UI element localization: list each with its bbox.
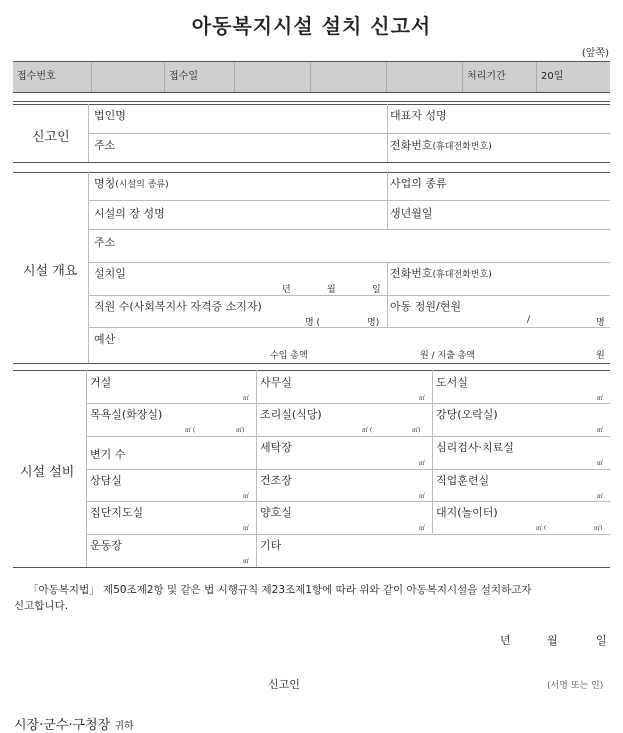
phone-label: 전화번호 bbox=[390, 267, 433, 280]
section-divider bbox=[13, 172, 610, 173]
sqm-unit: ㎡ bbox=[243, 493, 250, 500]
sqm-unit: ㎡ bbox=[597, 460, 604, 467]
budget-field[interactable]: 예산 bbox=[94, 333, 116, 346]
grid-line bbox=[88, 133, 610, 134]
sqm-unit: ㎡ bbox=[419, 525, 426, 532]
group-guidance-room-field[interactable]: 집단지도실 bbox=[90, 506, 144, 519]
facility-type-label: (시설의 종류) bbox=[115, 180, 169, 190]
sqm-unit: ㎡) bbox=[236, 427, 245, 434]
section-divider bbox=[13, 363, 610, 364]
staff-count-field[interactable]: 직원 수(사회복지사 자격증 소지자) bbox=[94, 300, 262, 313]
person-unit: 명 bbox=[596, 318, 605, 328]
processing-period-value: 20일 bbox=[536, 62, 610, 92]
section-divider bbox=[13, 162, 610, 163]
grid-line bbox=[86, 436, 610, 437]
facility-address-field[interactable]: 주소 bbox=[94, 236, 116, 249]
statement-text-continued: 신고합니다. bbox=[14, 600, 69, 612]
day-unit: 일 bbox=[372, 285, 381, 295]
staff-unit: 명 ( bbox=[305, 318, 321, 328]
expense-total-label: 원 / 지출 총액 bbox=[420, 351, 476, 361]
auditorium-field[interactable]: 강당(오락실) bbox=[436, 408, 498, 421]
sign-year-unit: 년 bbox=[500, 634, 511, 647]
grid-line bbox=[88, 200, 610, 201]
receipt-date-label: 접수일 bbox=[164, 62, 234, 92]
grid-line bbox=[86, 469, 610, 470]
grid-line bbox=[432, 370, 433, 533]
representative-field[interactable]: 대표자 성명 bbox=[390, 109, 447, 122]
sqm-unit: ㎡ bbox=[243, 525, 250, 532]
receipt-no-field[interactable] bbox=[91, 62, 164, 92]
won-unit: 원 bbox=[596, 351, 605, 361]
applicant-address-field[interactable]: 주소 bbox=[94, 139, 116, 152]
form-title: 아동복지시설 설치 신고서 bbox=[191, 14, 432, 38]
sqm-unit: ㎡) bbox=[412, 427, 421, 434]
corp-name-field[interactable]: 법인명 bbox=[94, 109, 126, 122]
sqm-unit: ㎡ bbox=[597, 395, 604, 402]
therapy-room-field[interactable]: 심리검사·치료실 bbox=[436, 441, 514, 454]
section-divider bbox=[13, 370, 610, 371]
statement-text: 「아동복지법」 제50조제2항 및 같은 법 시행규칙 제23조제1항에 따라 위와 같이 아동복지시설을 설치하고자 bbox=[28, 584, 532, 596]
receipt-bar bbox=[13, 61, 610, 93]
month-unit: 월 bbox=[327, 285, 336, 295]
recipient-suffix: 귀하 bbox=[114, 721, 134, 732]
sign-month-unit: 월 bbox=[547, 634, 558, 647]
section-divider bbox=[13, 104, 610, 105]
income-total-label: 수입 총액 bbox=[270, 351, 308, 361]
sqm-unit: ㎡ bbox=[597, 427, 604, 434]
install-date-field[interactable]: 설치일 bbox=[94, 267, 126, 280]
infirmary-field[interactable]: 양호실 bbox=[260, 506, 292, 519]
laundry-field[interactable]: 세탁장 bbox=[260, 441, 292, 454]
sign-day-unit: 일 bbox=[596, 634, 607, 647]
section-divider bbox=[13, 101, 610, 102]
library-field[interactable]: 도서실 bbox=[436, 376, 468, 389]
sqm-unit: ㎡ bbox=[597, 493, 604, 500]
grid-line bbox=[86, 403, 610, 404]
page-side-label: (앞쪽) bbox=[581, 48, 609, 59]
receipt-no-label: 접수번호 bbox=[17, 71, 56, 82]
sqm-unit: ㎡) bbox=[594, 525, 603, 532]
kitchen-field[interactable]: 조리실(식당) bbox=[260, 408, 322, 421]
grid-line bbox=[86, 534, 610, 535]
counseling-room-field[interactable]: 상담실 bbox=[90, 474, 122, 487]
sqm-unit: ㎡ ( bbox=[185, 427, 196, 434]
year-unit: 년 bbox=[282, 285, 291, 295]
staff-unit-close: 명) bbox=[367, 318, 380, 328]
facility-name-field[interactable] bbox=[94, 175, 169, 191]
receipt-blank-field[interactable] bbox=[386, 62, 462, 92]
sqm-unit: ㎡ ( bbox=[362, 427, 373, 434]
receipt-date-field-2[interactable] bbox=[310, 62, 386, 92]
recipient-line bbox=[14, 714, 134, 733]
sqm-unit: ㎡ bbox=[243, 558, 250, 565]
sqm-unit: ㎡ bbox=[419, 493, 426, 500]
recipient-title: 시장·군수·구청장 bbox=[14, 718, 111, 733]
applicant-phone-field[interactable] bbox=[390, 137, 492, 153]
living-room-field[interactable]: 거실 bbox=[90, 376, 112, 389]
sqm-unit: ㎡ bbox=[243, 395, 250, 402]
sqm-unit: ㎡ ( bbox=[536, 525, 547, 532]
sqm-unit: ㎡ bbox=[419, 460, 426, 467]
facility-phone-field[interactable] bbox=[390, 265, 492, 281]
grid-line bbox=[86, 501, 610, 502]
bathroom-field[interactable]: 목욕실(화장실) bbox=[90, 408, 163, 421]
mobile-label: (휴대전화번호) bbox=[432, 142, 492, 152]
grid-line bbox=[88, 229, 610, 230]
head-name-field[interactable]: 시설의 장 성명 bbox=[94, 207, 165, 220]
grid-line bbox=[88, 262, 610, 263]
drying-area-field[interactable]: 건조장 bbox=[260, 474, 292, 487]
office-field[interactable]: 사무실 bbox=[260, 376, 292, 389]
phone-label: 전화번호 bbox=[390, 139, 433, 152]
receipt-date-field[interactable] bbox=[234, 62, 310, 92]
sports-field-field[interactable]: 운동장 bbox=[90, 539, 122, 552]
section-divider bbox=[13, 567, 610, 568]
name-label: 명칭 bbox=[94, 177, 116, 190]
playground-field[interactable]: 대지(놀이터) bbox=[436, 506, 498, 519]
capacity-slash: / bbox=[527, 315, 531, 325]
sqm-unit: ㎡ bbox=[419, 395, 426, 402]
other-facility-field[interactable]: 기타 bbox=[260, 539, 282, 552]
birth-date-field[interactable]: 생년월일 bbox=[390, 207, 433, 220]
grid-line bbox=[88, 327, 610, 328]
overview-section-label: 시설 개요 bbox=[23, 264, 78, 279]
signature-note: (서명 또는 인) bbox=[547, 681, 604, 691]
grid-line bbox=[88, 295, 610, 296]
mobile-label: (휴대전화번호) bbox=[432, 270, 492, 280]
processing-period-label: 처리기간 bbox=[462, 62, 536, 92]
facilities-section-label: 시설 설비 bbox=[20, 465, 75, 480]
applicant-section-label: 신고인 bbox=[32, 130, 70, 145]
business-type-field[interactable]: 사업의 종류 bbox=[390, 177, 447, 190]
child-capacity-field[interactable]: 아동 정원/현원 bbox=[390, 300, 461, 313]
vocational-room-field[interactable]: 직업훈련실 bbox=[436, 474, 490, 487]
signature-applicant-label: 신고인 bbox=[268, 678, 300, 691]
toilet-count-field[interactable]: 변기 수 bbox=[90, 448, 126, 461]
